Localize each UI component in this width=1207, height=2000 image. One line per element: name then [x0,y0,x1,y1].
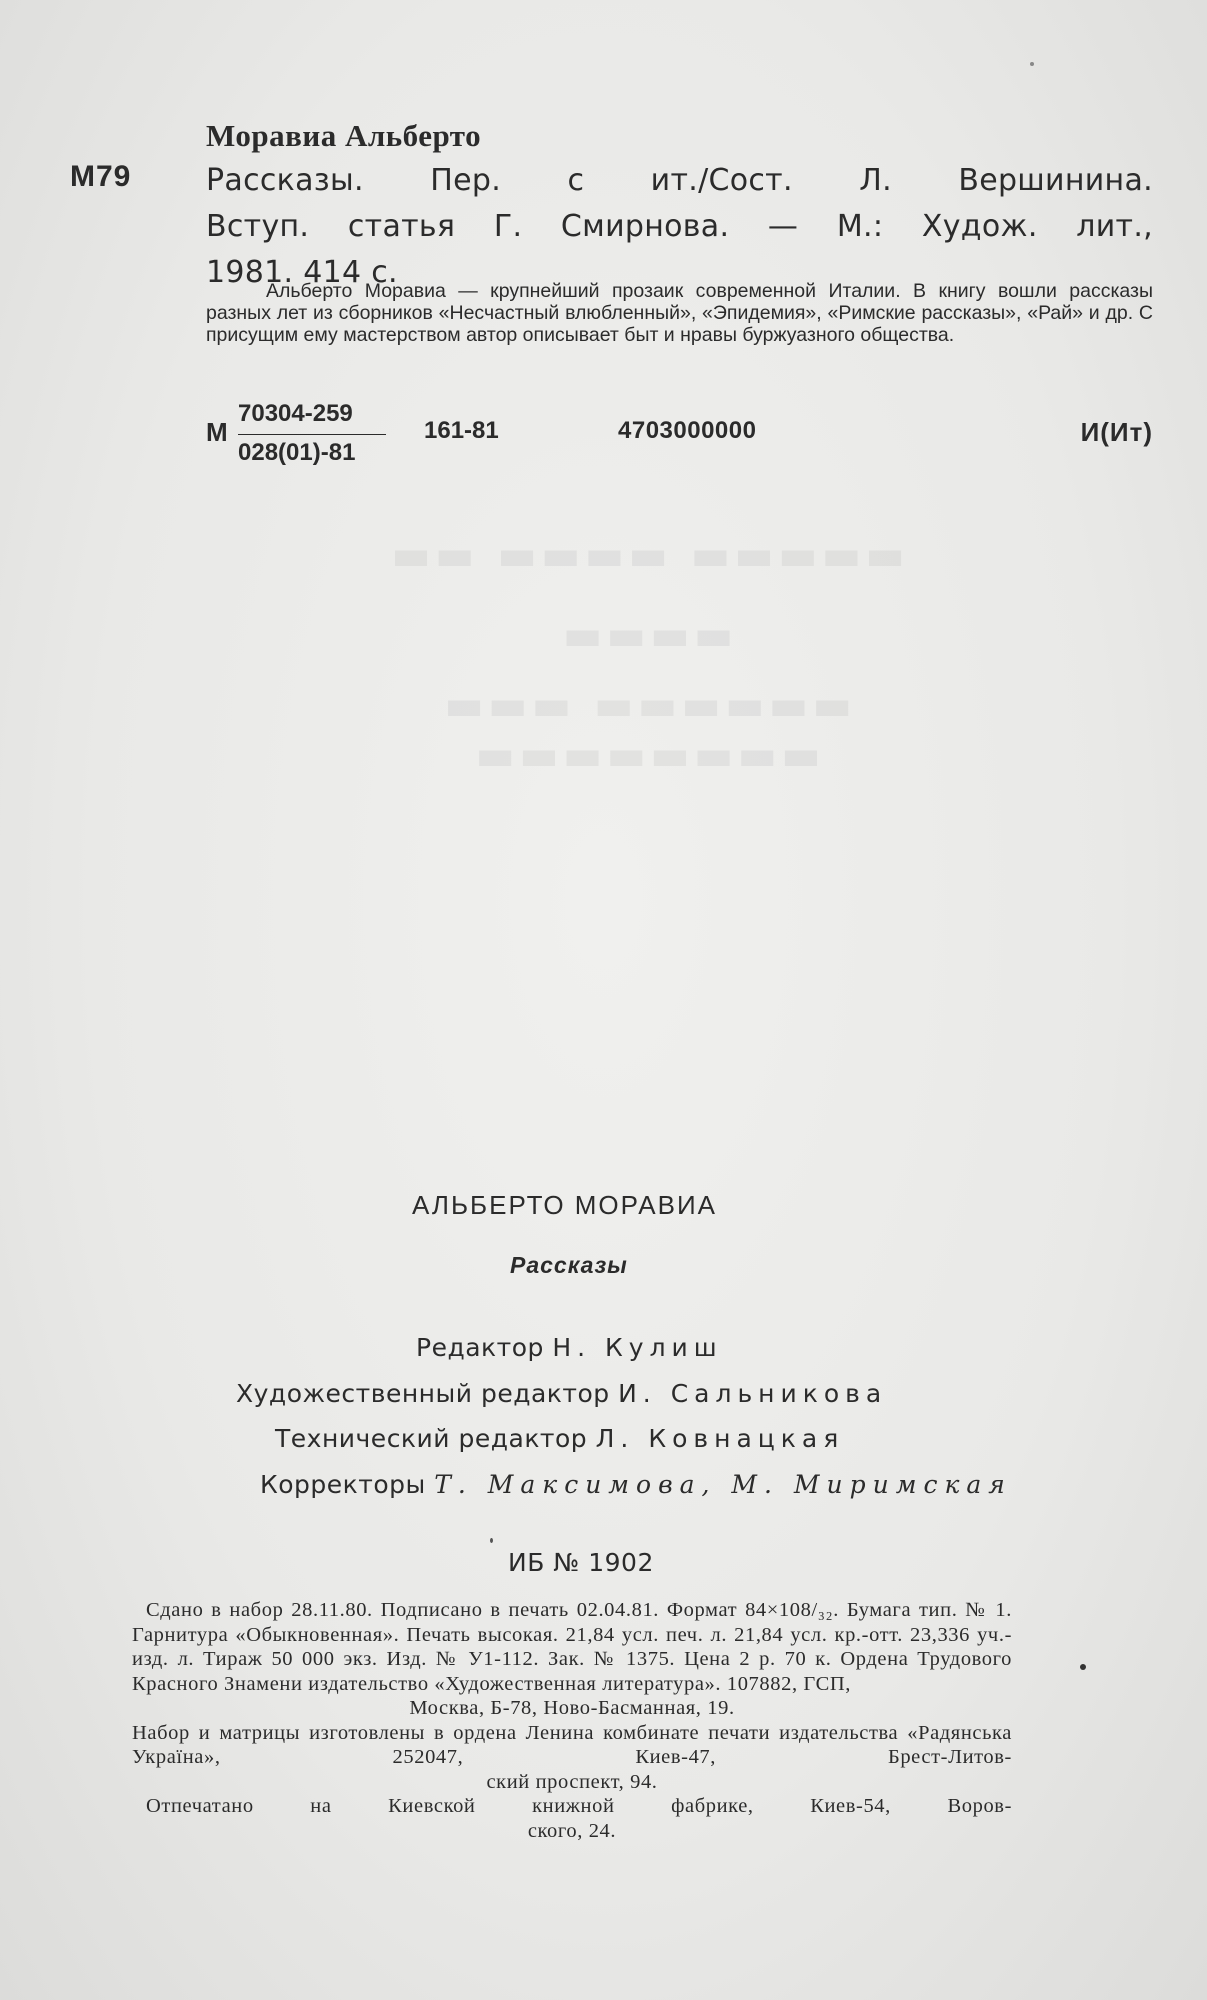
classification-fraction [238,400,386,467]
show-through-ghost: ▬▬ ▬▬▬▬ ▬▬▬▬▬ [391,530,909,579]
classification-row [206,400,1153,470]
imprint-paragraph-end: Москва, Б-78, Ново-Басманная, 19. [409,1697,735,1719]
biblio-line: Вступ. статья Г. Смирнова. — М.: Худож. лит., [206,209,1153,244]
classification-lang: И(Ит) [1080,417,1153,447]
print-speck [1080,1664,1086,1670]
imprint-paragraph: Отпечатано на Киевской книжной фабрике, Киев-54, Воров- [146,1795,1012,1817]
imprint-paragraph-end: ский проспект, 94. [486,1770,658,1793]
credit-role: Редактор [416,1333,544,1362]
bibliographic-description [206,158,1153,296]
biblio-line: Рассказы. Пер. с ит./Сост. Л. Вершинина. [206,163,1153,198]
book-title: Рассказы [510,1252,628,1278]
classification-prefix: М [206,417,228,447]
show-through-ghost: ▬▬▬▬▬▬▬▬ [475,730,825,779]
credit-name: Н. Кулиш [552,1333,723,1362]
fraction-top: 70304-259 [238,400,353,427]
credit-role: Технический редактор [275,1424,588,1453]
catalog-author-heading: Моравиа Альберто [206,118,482,153]
credit-name: Л. Ковнацкая [595,1424,845,1453]
credit-name: Т. Максимова, М. Миримская [434,1470,1012,1499]
print-speck [490,1538,493,1543]
fraction-rule [238,434,386,435]
annotation: Альберто Моравиа — крупнейший прозаик современной Италии. В книгу вошли рассказы разных лет из сборников «Несчастный влюбленный», «Эпидемия», «Римские рассказы», «Рай» и др. С присущим ему мастерством автор описывает быт и нравы буржуазного общества. [206,280,1153,346]
imprint-paragraph: Сдано в набор 28.11.80. Подписано в печать 02.04.81. Формат 84×108/₃₂. Бумага тип. № 1. Гарнитура «Обыкновенная». Печать высокая. 21,84 усл. печ. л. 21,84 усл. кр.-отт. 23,336 уч.-изд. л. Тираж 50 000 экз. Изд. № У1-112. Зак. № 1375. Цена 2 р. 70 к. Ордена Трудового Красного Знамени издательство «Художественная литература». 107882, ГСП, [132,1599,1012,1695]
credit-role: Художественный редактор [236,1379,610,1408]
catalog-code: М79 [70,160,132,193]
ib-number: ИБ № 1902 [508,1548,654,1577]
imprint [132,1598,1012,1843]
classification-isbn: 4703000000 [618,417,757,444]
show-through-ghost: ▬▬▬▬ [562,610,738,659]
print-speck [1030,62,1034,66]
book-author: АЛЬБЕРТО МОРАВИА [412,1190,717,1220]
credit-role: Корректоры [260,1470,426,1499]
credit-art-editor [236,1379,887,1408]
credit-tech-editor [275,1424,844,1453]
imprint-paragraph: Набор и матрицы изготовлены в ордена Ленина комбинате печати издательства «Радянська Україна», 252047, Киев-47, Брест-Литов- [132,1721,1012,1768]
fraction-bottom: 028(01)-81 [238,439,356,466]
imprint-paragraph-end: ского, 24. [527,1819,617,1842]
credit-name: И. Сальникова [618,1379,888,1408]
show-through-ghost: ▬▬▬ ▬▬▬▬▬▬ [444,680,856,729]
classification-number: 161-81 [424,417,499,444]
credit-editor [416,1333,723,1362]
biblio-line: 1981. 414 с. [206,255,398,290]
credit-proofreaders [260,1470,1012,1499]
